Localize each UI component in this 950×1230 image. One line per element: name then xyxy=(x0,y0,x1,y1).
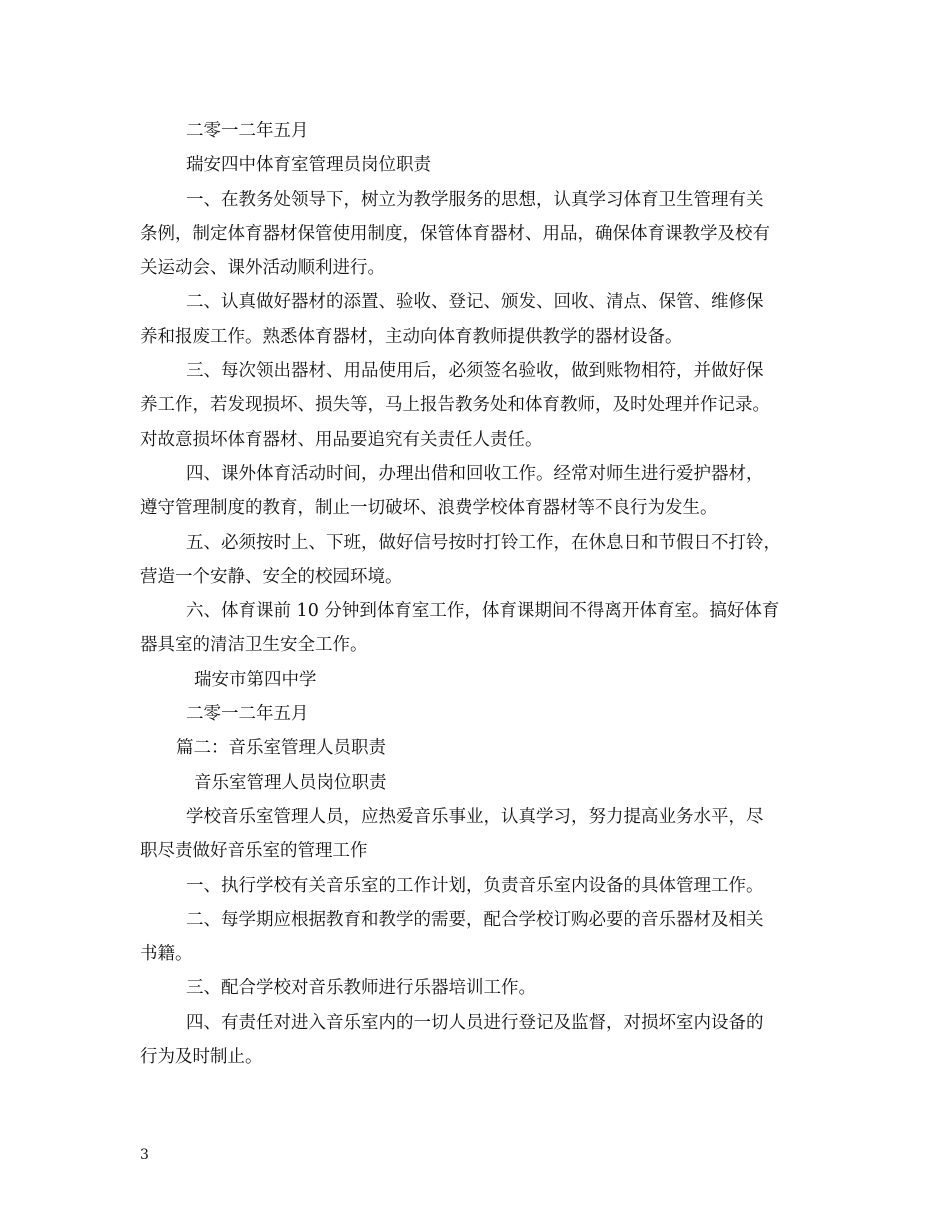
section-title: 瑞安四中体育室管理员岗位职责 xyxy=(186,155,431,176)
paragraph-line: 对故意损坏体育器材、用品要追究有关责任人责任。 xyxy=(140,429,543,450)
paragraph-line: 养工作，若发现损坏、损失等，马上报告教务处和体育教师，及时处理并作记录。 xyxy=(140,395,770,416)
chapter-heading: 篇二：音乐室管理人员职责 xyxy=(176,738,386,759)
paragraph-line: 遵守管理制度的教育，制止一切破坏、浪费学校体育器材等不良行为发生。 xyxy=(140,498,718,519)
paragraph-line: 四、课外体育活动时间，办理出借和回收工作。经常对师生进行爱护器材， xyxy=(186,463,764,484)
school-signature: 瑞安市第四中学 xyxy=(194,669,317,690)
paragraph-line: 器具室的清洁卫生安全工作。 xyxy=(140,635,368,656)
paragraph-line: 营造一个安静、安全的校园环境。 xyxy=(140,566,403,587)
date-line: 二零一二年五月 xyxy=(186,121,309,141)
page-number: 3 xyxy=(140,1147,149,1163)
document-body xyxy=(140,114,830,1074)
section-title: 音乐室管理人员岗位职责 xyxy=(194,772,387,793)
paragraph-line: 五、必须按时上、下班，做好信号按时打铃工作，在休息日和节假日不打铃， xyxy=(186,532,781,553)
paragraph-line: 二、每学期应根据教育和教学的需要，配合学校订购必要的音乐器材及相关 xyxy=(186,909,764,930)
paragraph-line: 三、每次领出器材、用品使用后，必须签名验收，做到账物相符，并做好保 xyxy=(186,361,764,382)
paragraph-line: 学校音乐室管理人员，应热爱音乐事业，认真学习，努力提高业务水平，尽 xyxy=(186,806,764,827)
paragraph-line: 行为及时制止。 xyxy=(140,1047,263,1068)
paragraph-line: 职尽责做好音乐室的管理工作 xyxy=(140,841,368,862)
paragraph-line: 书籍。 xyxy=(140,944,193,965)
paragraph-line: 四、有责任对进入音乐室内的一切人员进行登记及监督，对损坏室内设备的 xyxy=(186,1012,764,1033)
date-line: 二零一二年五月 xyxy=(186,704,309,725)
paragraph-line: 一、执行学校有关音乐室的工作计划，负责音乐室内设备的具体管理工作。 xyxy=(186,875,764,896)
paragraph-line: 养和报废工作。熟悉体育器材，主动向体育教师提供教学的器材设备。 xyxy=(140,326,683,347)
paragraph-line: 一、在教务处领导下，树立为教学服务的思想，认真学习体育卫生管理有关 xyxy=(186,189,764,210)
paragraph-line: 三、配合学校对音乐教师进行乐器培训工作。 xyxy=(186,978,536,999)
paragraph-line: 条例，制定体育器材保管使用制度，保管体育器材、用品，确保体育课教学及校有 xyxy=(140,223,770,244)
paragraph-line: 二、认真做好器材的添置、验收、登记、颁发、回收、清点、保管、维修保 xyxy=(186,292,764,313)
paragraph-line: 关运动会、课外活动顺利进行。 xyxy=(140,258,385,279)
paragraph-line: 六、体育课前 10 分钟到体育室工作，体育课期间不得离开体育室。搞好体育 xyxy=(186,601,780,622)
